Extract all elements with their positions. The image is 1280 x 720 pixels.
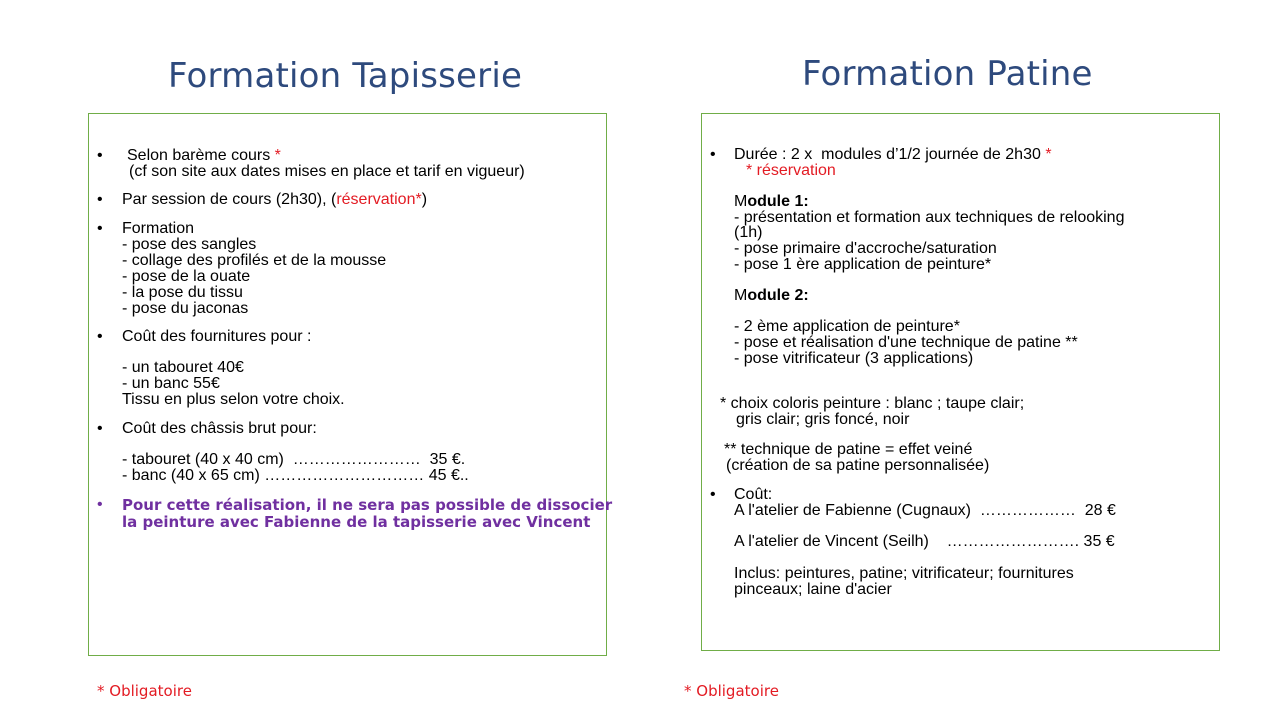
bareme-line (127, 148, 281, 164)
module-2-prefix: M (734, 287, 748, 304)
formation-list-item: - collage des profilés et de la mousse (122, 252, 387, 269)
module-1-item: - pose primaire d'accroche/saturation (734, 240, 997, 257)
formation-list-item: - la pose du tissu (122, 284, 243, 301)
chassis-head: Coût des châssis brut pour: (122, 420, 317, 437)
bullet: • (710, 486, 716, 503)
bareme-text: Selon barème cours (127, 147, 275, 164)
module-2-item: - pose vitrificateur (3 applications) (734, 350, 974, 367)
fournitures-head: Coût des fournitures pour : (122, 328, 312, 345)
chassis-item: - banc (40 x 65 cm) ………………………… 45 €.. (122, 467, 469, 484)
cout-fabienne: A l'atelier de Fabienne (Cugnaux) ……………… 28 € (734, 502, 1116, 519)
module-2-item: - pose et réalisation d'une technique de patine ** (734, 334, 1078, 351)
session-text: Par session de cours (2h30), ( (122, 191, 337, 208)
footnote-obligatoire-right: * Obligatoire (684, 682, 779, 700)
cout-head: Coût: (734, 486, 773, 503)
module-1-item: - pose 1 ère application de peinture* (734, 256, 992, 273)
module-1-prefix: M (734, 193, 748, 210)
session-close: ) (421, 191, 428, 208)
dissociation-warning: la peinture avec Fabienne de la tapisserie avec Vincent (122, 513, 591, 531)
title-formation-patine: Formation Patine (802, 54, 1093, 94)
footnote-obligatoire-left: * Obligatoire (97, 682, 192, 700)
module-1-label: odule 1: (747, 193, 809, 210)
fourniture-item: Tissu en plus selon votre choix. (122, 391, 345, 408)
module-2-heading (734, 288, 809, 304)
inclus-line: Inclus: peintures, patine; vitrificateur; fournitures (734, 565, 1074, 582)
session-line (122, 192, 427, 208)
patine-panel (701, 113, 1220, 651)
dissociation-warning: Pour cette réalisation, il ne sera pas possible de dissocier (122, 496, 613, 514)
reservation-note: * réservation (746, 162, 836, 179)
module-2-label: odule 2: (747, 287, 809, 304)
formation-list-head: Formation (122, 220, 195, 237)
reservation-required: réservation* (336, 191, 422, 208)
patine-note: (création de sa patine personnalisée) (726, 457, 990, 474)
fourniture-item: - un banc 55€ (122, 375, 220, 392)
bullet: • (97, 328, 103, 345)
coloris-note: gris clair; gris foncé, noir (736, 411, 910, 428)
bullet: • (97, 191, 103, 208)
bullet: • (97, 420, 103, 437)
module-1-item: (1h) (734, 224, 763, 241)
required-star: * (1045, 146, 1052, 163)
module-1-heading (734, 194, 809, 210)
formation-list-item: - pose du jaconas (122, 300, 249, 317)
coloris-note: * choix coloris peinture : blanc ; taupe clair; (720, 395, 1025, 412)
patine-note: ** technique de patine = effet veiné (724, 441, 973, 458)
bullet: • (710, 146, 716, 163)
bullet: • (97, 220, 103, 237)
fourniture-item: - un tabouret 40€ (122, 359, 244, 376)
bullet: • (97, 496, 103, 513)
formation-list-item: - pose de la ouate (122, 268, 251, 285)
tapisserie-panel (88, 113, 613, 656)
inclus-line: pinceaux; laine d'acier (734, 581, 892, 598)
title-formation-tapisserie: Formation Tapisserie (168, 56, 523, 96)
module-2-item: - 2 ème application de peinture* (734, 318, 960, 335)
duree-text: Durée : 2 x modules d’1/2 journée de 2h30 (734, 146, 1046, 163)
bullet: • (97, 147, 103, 164)
formation-list-item: - pose des sangles (122, 236, 257, 253)
chassis-item: - tabouret (40 x 40 cm) …………………… 35 €. (122, 451, 466, 468)
duree-line (734, 147, 1052, 163)
required-star: * (274, 147, 281, 164)
cout-vincent: A l'atelier de Vincent (Seilh) ……………………. 35 € (734, 533, 1115, 550)
module-1-item: - présentation et formation aux techniques de relooking (734, 209, 1125, 226)
bareme-detail: (cf son site aux dates mises en place et tarif en vigueur) (129, 163, 525, 180)
